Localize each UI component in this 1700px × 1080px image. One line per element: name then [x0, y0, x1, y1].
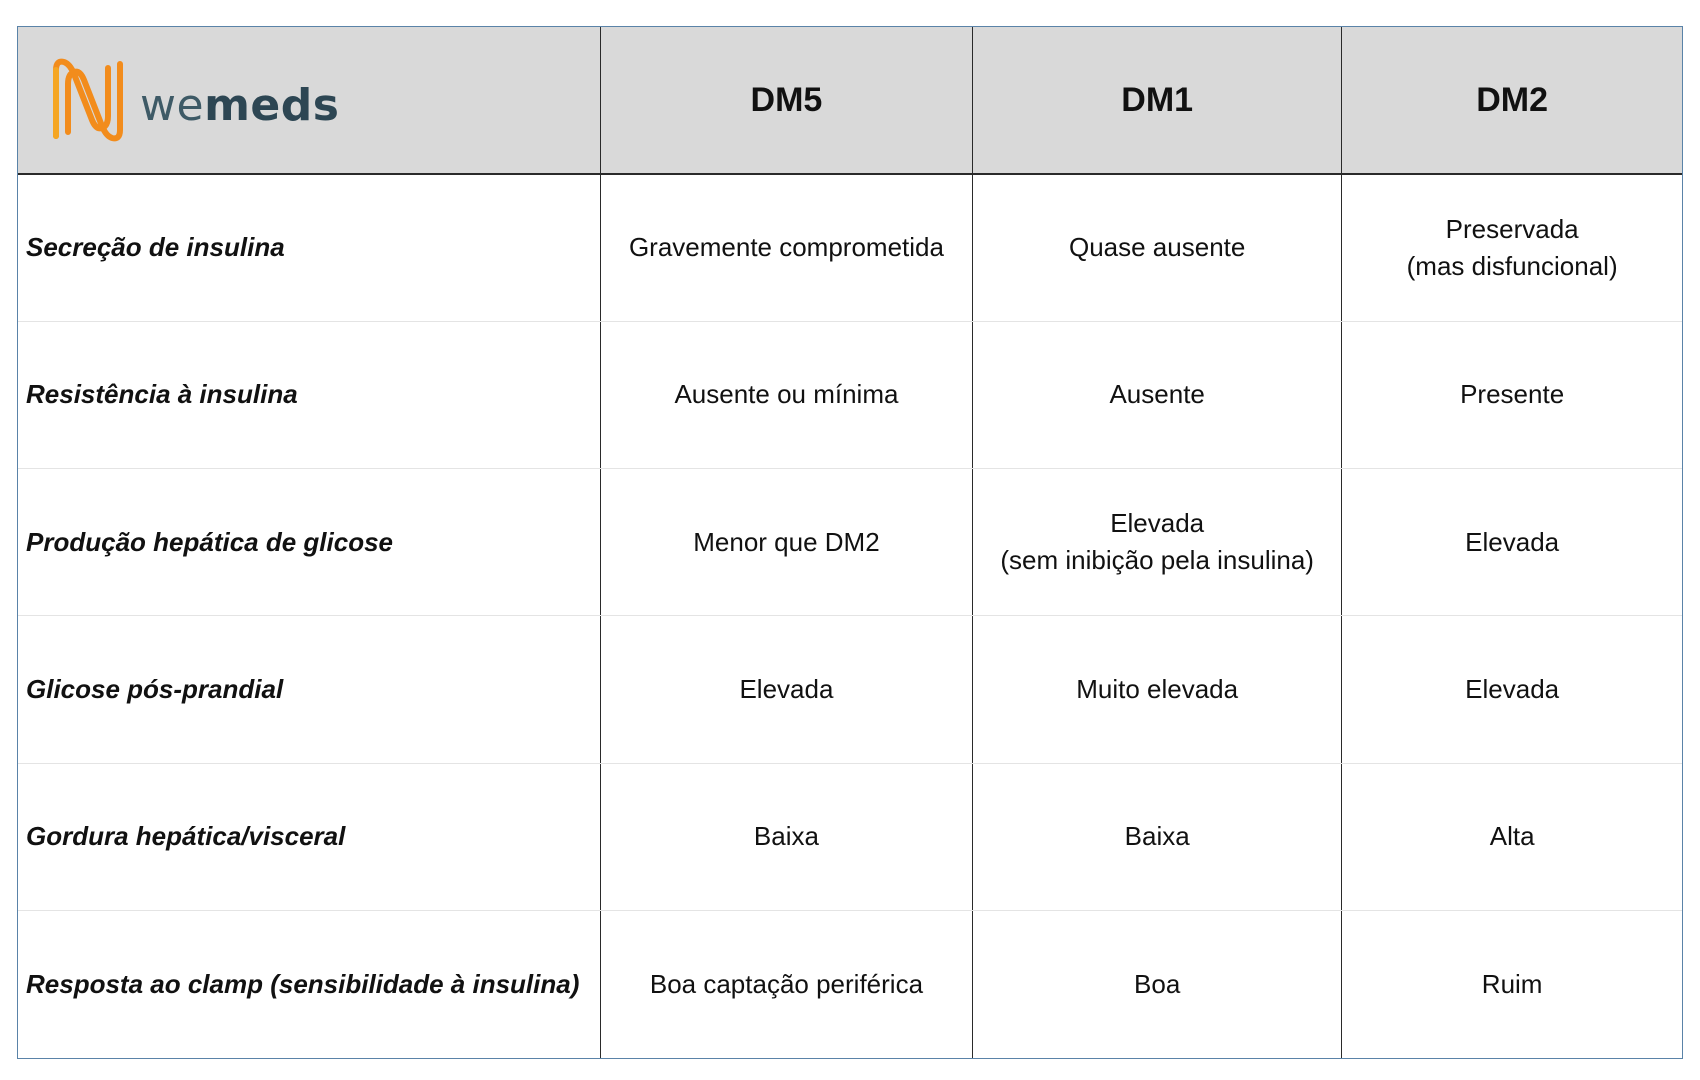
- cell-text: Ruim: [1481, 969, 1543, 1000]
- cell-text: (sem inibição pela insulina): [1000, 545, 1314, 576]
- cell-text: Ausente: [1109, 379, 1205, 410]
- table-row: [18, 911, 1682, 1058]
- cell-text: Baixa: [1124, 821, 1190, 852]
- column-header-dm2: DM2: [1342, 27, 1682, 174]
- row-label: Resistência à insulina: [18, 321, 600, 468]
- table-cell: [973, 616, 1342, 763]
- cell-text: Menor que DM2: [693, 526, 880, 557]
- table-cell: [973, 174, 1342, 321]
- table-cell: [600, 616, 972, 763]
- row-label: Glicose pós-prandial: [18, 616, 600, 763]
- cell-text: Boa: [1134, 969, 1181, 1000]
- cell-text: Preservada: [1445, 213, 1579, 244]
- cell-text: Alta: [1489, 821, 1535, 852]
- table-cell: [973, 321, 1342, 468]
- row-label: Gordura hepática/visceral: [18, 763, 600, 910]
- cell-text: Presente: [1460, 379, 1565, 410]
- table-cell: [600, 763, 972, 910]
- table-cell: [600, 911, 972, 1058]
- table-row: [18, 763, 1682, 910]
- row-label: Resposta ao clamp (sensibilidade à insulina): [18, 911, 600, 1058]
- cell-text: Muito elevada: [1076, 674, 1239, 705]
- wordmark-bold: meds: [204, 79, 340, 131]
- table-cell: [600, 321, 972, 468]
- table-cell: [973, 469, 1342, 616]
- logo-cell: [18, 27, 600, 174]
- table-cell: [600, 174, 972, 321]
- table-cell: [1342, 174, 1682, 321]
- table-header-row: [18, 27, 1682, 174]
- row-label: Secreção de insulina: [18, 174, 600, 321]
- cell-text: Gravemente comprometida: [628, 232, 944, 263]
- wemeds-logo: [18, 52, 600, 148]
- cell-text: Baixa: [753, 821, 819, 852]
- wordmark-light: we: [140, 79, 205, 131]
- cell-text: Elevada: [739, 674, 834, 705]
- comparison-table: [18, 27, 1682, 1058]
- table-cell: [973, 911, 1342, 1058]
- cell-text: Boa captação periférica: [649, 969, 924, 1000]
- cell-text: (mas disfuncional): [1406, 250, 1618, 281]
- table-row: [18, 616, 1682, 763]
- table-row: [18, 174, 1682, 321]
- table-cell: [1342, 763, 1682, 910]
- table-cell: [973, 763, 1342, 910]
- cell-text: Elevada: [1110, 508, 1205, 539]
- table-body: [18, 174, 1682, 1058]
- wemeds-wordmark: [140, 80, 339, 131]
- comparison-table-container: [17, 26, 1683, 1059]
- table-cell: [1342, 911, 1682, 1058]
- table-row: [18, 469, 1682, 616]
- cell-text: Elevada: [1465, 674, 1560, 705]
- wemeds-logo-icon: [48, 52, 128, 148]
- row-label: Produção hepática de glicose: [18, 469, 600, 616]
- table-cell: [1342, 321, 1682, 468]
- table-cell: [1342, 616, 1682, 763]
- cell-text: Ausente ou mínima: [674, 379, 899, 410]
- column-header-dm5: DM5: [600, 27, 972, 174]
- table-row: [18, 321, 1682, 468]
- column-header-dm1: DM1: [973, 27, 1342, 174]
- cell-text: Quase ausente: [1068, 232, 1246, 263]
- table-cell: [600, 469, 972, 616]
- table-cell: [1342, 469, 1682, 616]
- cell-text: Elevada: [1465, 526, 1560, 557]
